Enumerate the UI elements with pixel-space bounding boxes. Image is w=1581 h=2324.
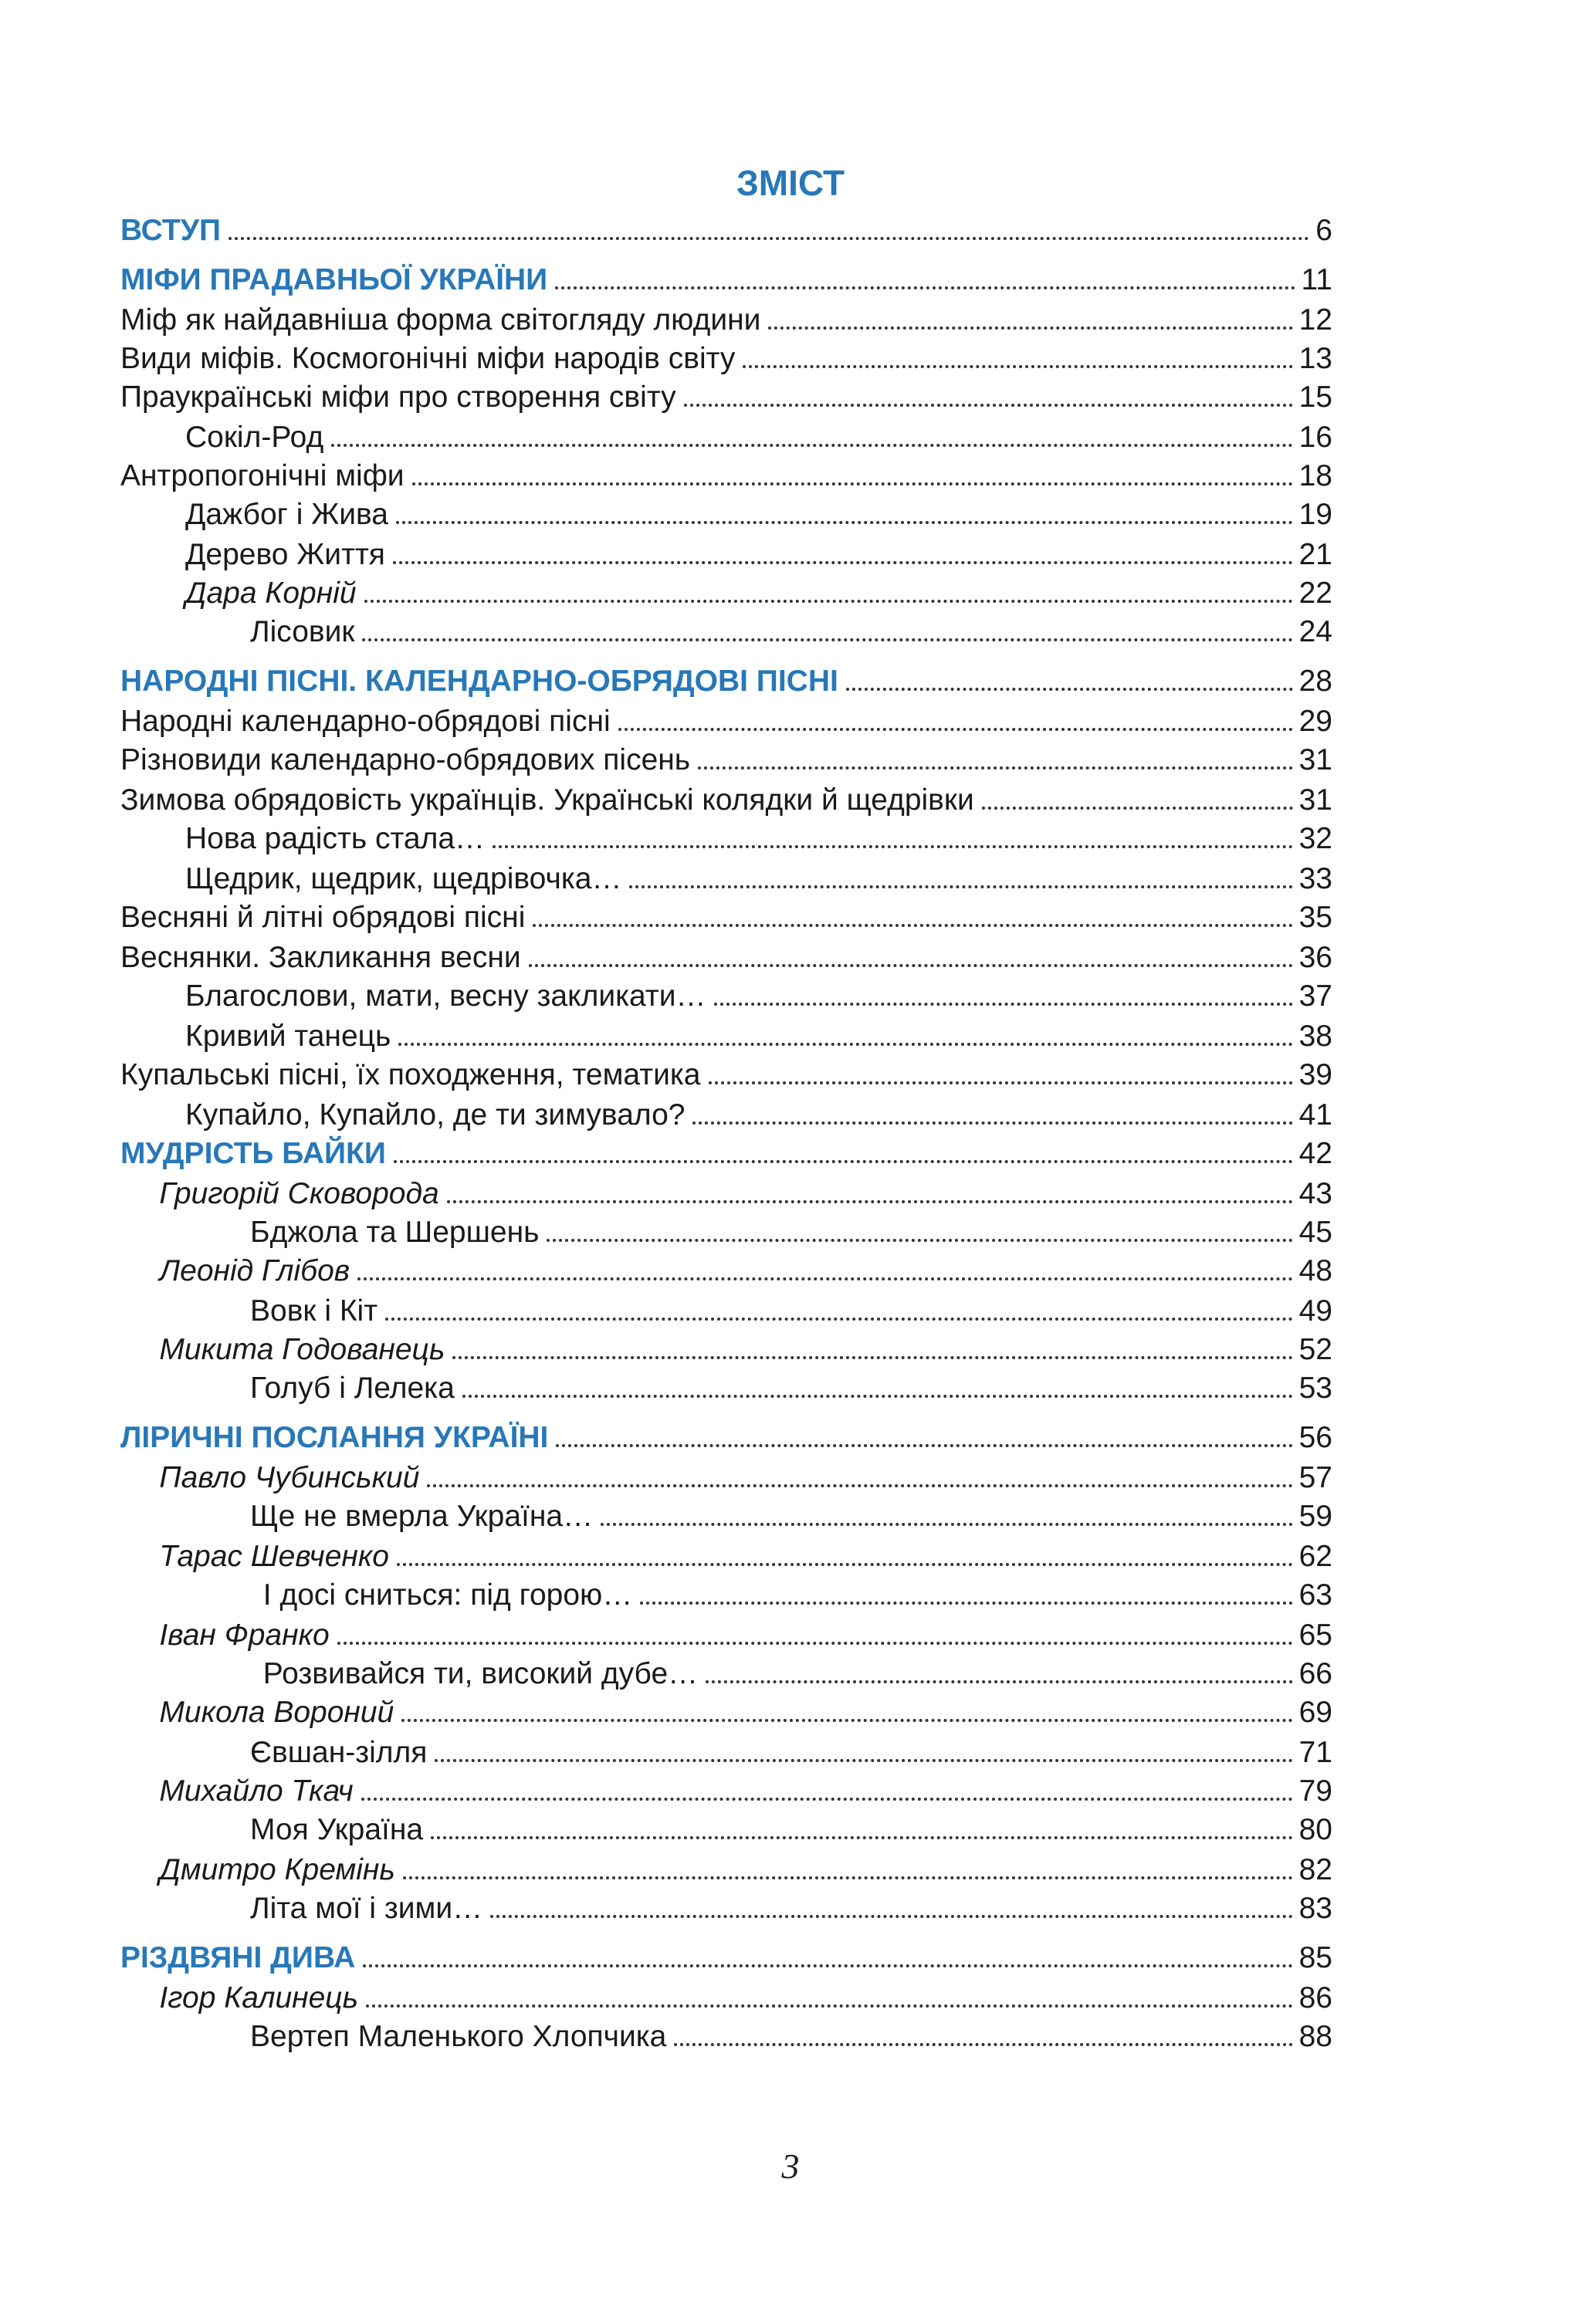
toc-entry-title: Народні календарно-обрядові пісні [120,706,618,736]
dot-leader [357,1277,1292,1280]
page-number: 3 [781,2146,800,2186]
toc-entry-title: І досі сниться: під горою… [263,1580,640,1610]
toc-entry-title: РІЗДВЯНІ ДИВА [120,1943,363,1973]
toc-entry-title: Види міфів. Космогонічні міфи народів світу [120,343,743,374]
toc-entry [185,417,1332,457]
page-title: ЗМІСТ [736,163,845,203]
dot-leader [706,1680,1292,1683]
toc-entry-title: Іван Франко [159,1620,337,1650]
toc-entry [250,1732,1332,1772]
toc-entry-title: Дмитро Кремінь [159,1855,402,1885]
dot-leader [462,1395,1293,1398]
toc-entry [185,976,1332,1016]
dot-leader [556,1444,1292,1447]
toc-entry [159,1457,1332,1497]
toc-entry-page: 66 [1293,1659,1332,1689]
dot-leader [385,1318,1293,1321]
toc-entry [159,1692,1332,1732]
toc-entry [120,259,1332,299]
toc-entry-page: 35 [1293,902,1332,932]
toc-entry-page: 16 [1293,422,1332,452]
toc-entry-page: 11 [1295,265,1333,295]
toc-entry-title: Веснянки. Закликання весни [120,942,529,973]
toc-entry-page: 12 [1293,305,1332,335]
toc-entry-title: Голуб і Лелека [250,1373,462,1403]
toc-entry-page: 6 [1309,215,1332,245]
dot-leader [714,1003,1293,1006]
dot-leader [394,1160,1293,1163]
dot-leader [768,326,1292,330]
toc-entry [120,780,1332,820]
dot-leader [709,1081,1293,1084]
dot-leader [493,845,1293,848]
dot-leader [401,1719,1292,1722]
toc-entry-page: 39 [1293,1060,1332,1090]
dot-leader [640,1602,1292,1605]
toc-entry-page: 82 [1293,1855,1332,1885]
toc-entry-title: Нова радість стала… [185,824,493,854]
toc-entry [159,1536,1332,1576]
toc-entry-page: 52 [1293,1335,1332,1365]
toc-entry [159,1250,1332,1291]
toc-entry [120,661,1332,701]
toc-entry [120,455,1332,496]
toc-entry-page: 62 [1293,1541,1332,1571]
toc-entry-page: 24 [1293,617,1332,647]
dot-leader [403,1876,1293,1879]
toc-entry-title: Купайло, Купайло, де ти зимувало? [185,1100,692,1130]
toc-entry-title: Євшан-зілля [250,1737,435,1768]
toc-entry [120,210,1332,250]
toc-entry-page: 63 [1293,1580,1332,1610]
toc-entry-page: 15 [1293,382,1332,412]
toc-entry-page: 57 [1293,1463,1332,1493]
toc-entry-page: 38 [1293,1021,1332,1051]
dot-leader [331,444,1292,447]
dot-leader [435,1759,1292,1762]
toc-entry-title: Купальські пісні, їх походження, тематика [120,1060,709,1090]
toc-entry [250,1888,1332,1928]
dot-leader [601,1523,1293,1526]
dot-leader [362,638,1292,641]
toc-entry [120,701,1332,741]
toc-entry-title: Михайло Ткач [159,1776,361,1806]
dot-leader [982,807,1293,810]
dot-leader [490,1915,1292,1918]
toc-entry-page: 69 [1293,1697,1332,1727]
toc-entry [185,534,1332,574]
toc-entry-title: Щедрик, щедрик, щедрівочка… [185,864,629,894]
toc-entry-page: 79 [1293,1776,1332,1806]
toc-entry-page: 22 [1293,578,1332,608]
toc-entry-title: МІФИ ПРАДАВНЬОЇ УКРАЇНИ [120,265,555,295]
toc-entry [250,1809,1332,1849]
toc-entry-title: Розвивайся ти, високий дубе… [263,1659,706,1689]
dot-leader [364,600,1293,603]
toc-entry-title: Зимова обрядовість українців. Українські колядки й щедрівки [120,785,982,815]
toc-entry [120,1937,1332,1977]
dot-leader [337,1642,1293,1645]
toc-entry [120,1133,1332,1173]
toc-entry-page: 80 [1293,1815,1332,1845]
dot-leader [629,885,1292,888]
toc-entry-title: Вертеп Маленького Хлопчика [250,2021,674,2052]
toc-entry-title: Микола Вороний [159,1697,401,1727]
toc-entry [120,937,1332,977]
dot-leader [229,237,1309,240]
toc-entry [159,1329,1332,1369]
toc-entry-page: 56 [1293,1422,1332,1453]
toc-entry-title: Кривий танець [185,1021,398,1051]
toc-entry-title: Благослови, мати, весну закликати… [185,981,714,1011]
toc-entry-page: 45 [1293,1217,1332,1247]
toc-entry-title: Ігор Калинець [159,1983,366,2013]
toc-entry-title: Міф як найдавніша форма світогляду людини [120,305,768,335]
toc-entry-page: 28 [1293,666,1332,696]
toc-entry [120,1417,1332,1457]
toc-entry-title: Різновиди календарно-обрядових пісень [120,745,698,775]
toc-entry-title: Праукраїнські міфи про створення світу [120,382,684,412]
dot-leader [431,1836,1293,1839]
toc-entry-page: 65 [1293,1620,1332,1650]
toc-entry-title: Лісовик [250,617,362,647]
toc-entry-title: Бджола та Шершень [250,1217,547,1247]
toc-entry-page: 19 [1293,499,1332,529]
toc-entry-title: Дерево Життя [185,540,393,570]
dot-leader [427,1484,1292,1487]
toc-entry-page: 36 [1293,942,1332,973]
dot-leader [618,728,1293,731]
dot-leader [533,924,1292,927]
toc-entry [159,1977,1332,2018]
toc-entry [250,1212,1332,1252]
toc-entry-title: Літа мої і зими… [250,1893,490,1923]
toc-entry-title: Дара Корній [185,578,364,608]
toc-entry-title: Леонід Глібов [159,1256,357,1286]
toc-entry [120,1054,1332,1094]
toc-entry [159,1173,1332,1213]
toc-entry [250,1368,1332,1408]
toc-entry-title: Моя Україна [250,1815,431,1845]
toc-entry-title: Тарас Шевченко [159,1541,397,1571]
dot-leader [743,365,1292,368]
dot-leader [555,286,1295,289]
toc-entry [185,494,1332,534]
toc-entry [159,1771,1332,1811]
toc-entry-page: 53 [1293,1373,1332,1403]
dot-leader [363,1964,1292,1967]
toc-entry [185,1094,1332,1135]
toc-entry-page: 86 [1293,1983,1332,2013]
dot-leader [447,1200,1293,1203]
dot-leader [412,482,1293,485]
dot-leader [692,1121,1292,1125]
dot-leader [393,561,1293,564]
toc-entry-page: 43 [1293,1179,1332,1209]
dot-leader [529,964,1293,967]
toc-entry-page: 21 [1293,540,1332,570]
toc-entry-title: Весняні й літні обрядові пісні [120,902,533,932]
toc-entry [185,858,1332,898]
toc-entry-title: Григорій Сковорода [159,1179,446,1209]
dot-leader [846,688,1293,691]
toc-entry [185,1016,1332,1056]
toc-entry [159,1615,1332,1655]
toc-entry-page: 49 [1293,1296,1332,1326]
toc-entry-title: ЛІРИЧНІ ПОСЛАННЯ УКРАЇНІ [120,1422,556,1453]
toc-entry [120,377,1332,417]
dot-leader [674,2043,1292,2046]
toc-entry [263,1575,1332,1615]
dot-leader [361,1798,1293,1801]
toc-entry [250,1496,1332,1536]
toc-entry [120,299,1332,340]
toc-entry-page: 59 [1293,1501,1332,1531]
toc-entry [263,1653,1332,1693]
toc-entry-title: МУДРІСТЬ БАЙКИ [120,1138,394,1169]
dot-leader [698,766,1292,770]
toc-entry-page: 41 [1293,1100,1332,1130]
toc-entry-page: 88 [1293,2021,1332,2052]
toc-entry [159,1849,1332,1889]
toc-entry-title: Дажбог і Жива [185,499,396,529]
toc-entry-page: 31 [1293,785,1332,815]
toc-entry-title: Антропогонічні міфи [120,461,412,491]
dot-leader [398,1043,1292,1046]
toc-entry [120,338,1332,378]
toc-entry-page: 13 [1293,343,1332,374]
dot-leader [547,1239,1292,1242]
toc-entry-page: 71 [1293,1737,1332,1768]
toc-entry-title: НАРОДНІ ПІСНІ. КАЛЕНДАРНО-ОБРЯДОВІ ПІСНІ [120,666,846,696]
toc-entry [120,897,1332,937]
dot-leader [397,1563,1293,1566]
dot-leader [684,404,1293,407]
toc-entry-title: ВСТУП [120,215,229,245]
toc-entry [250,611,1332,651]
toc-entry [250,1291,1332,1331]
toc-entry-title: Вовк і Кіт [250,1296,385,1326]
dot-leader [396,521,1293,524]
dot-leader [452,1356,1292,1359]
toc-entry-page: 83 [1293,1893,1332,1923]
toc-entry [185,573,1332,613]
toc-entry-page: 85 [1293,1943,1332,1973]
toc-entry-title: Павло Чубинський [159,1463,427,1493]
toc-entry [120,739,1332,780]
toc-entry-page: 42 [1293,1138,1332,1169]
toc-entry-page: 48 [1293,1256,1332,1286]
toc-entry-page: 37 [1293,981,1332,1011]
toc-entry [250,2016,1332,2056]
toc-entry-page: 29 [1293,706,1332,736]
toc-entry [185,818,1332,858]
dot-leader [366,2004,1292,2008]
toc-entry-title: Микита Годованець [159,1335,452,1365]
toc-entry-page: 32 [1293,824,1332,854]
toc-entry-title: Ще не вмерла Україна… [250,1501,601,1531]
toc-entry-page: 18 [1293,461,1332,491]
toc-entry-page: 31 [1293,745,1332,775]
toc-entry-title: Сокіл-Род [185,422,331,452]
toc-entry-page: 33 [1293,864,1332,894]
